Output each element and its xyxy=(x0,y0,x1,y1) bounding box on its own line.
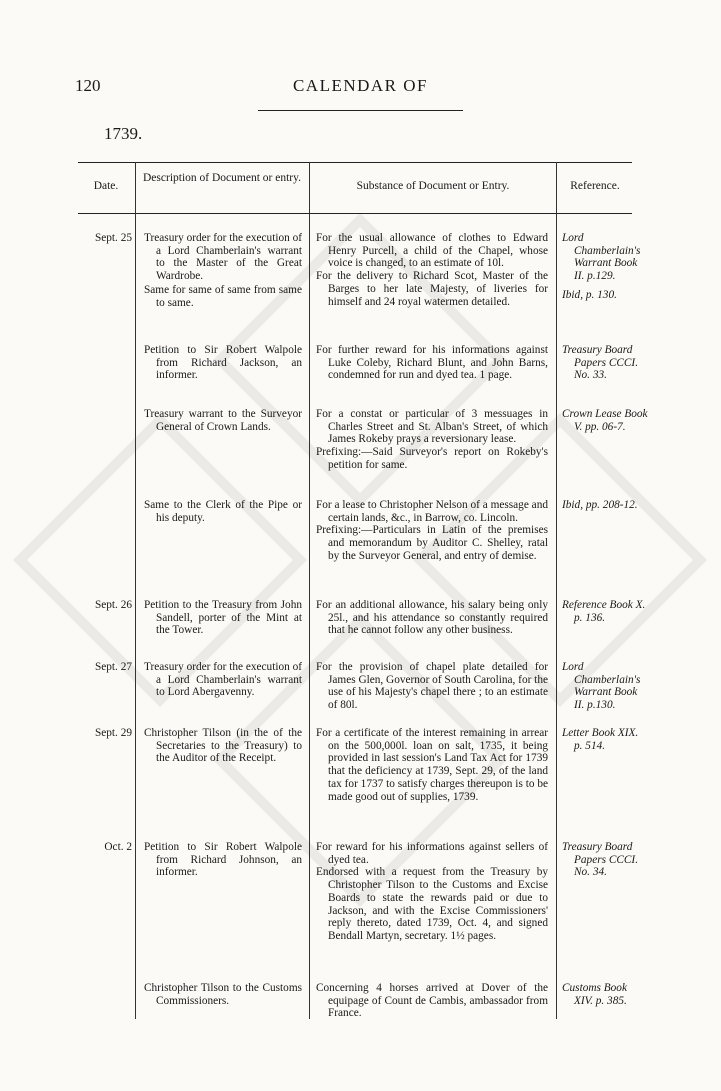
header-rule xyxy=(258,110,463,111)
date-cell: Sept. 26 xyxy=(94,599,132,611)
substance-cell xyxy=(316,599,548,637)
substance-cell-paragraph: For the delivery to Richard Scot, Master of the Barges to her late Majesty, of liveries for himself and 24 royal watermen detailed. xyxy=(316,270,548,308)
column-header-date: Date. xyxy=(93,180,119,192)
table-header-rule xyxy=(78,213,632,214)
reference-cell xyxy=(562,661,648,712)
substance-cell xyxy=(316,727,548,803)
column-divider xyxy=(556,162,557,1019)
description-cell-paragraph: Petition to Sir Robert Walpole from Richard Johnson, an informer. xyxy=(144,841,302,879)
substance-cell-paragraph: Concerning 4 horses arrived at Dover of the equipage of Count de Cambis, ambassador from France. xyxy=(316,982,548,1020)
description-cell xyxy=(144,599,302,637)
reference-cell-paragraph: Reference Book X. p. 136. xyxy=(562,599,646,624)
substance-cell-paragraph: Prefixing:—Particulars in Latin of the premises and memorandum by Auditor C. Shelley, ratal by the Surveyor General, and entry of demise. xyxy=(316,524,548,562)
reference-cell-paragraph: Lord Chamberlain's Warrant Book II. p.129. xyxy=(562,232,641,283)
reference-cell-paragraph: Treasury Board Papers CCCI. No. 33. xyxy=(562,344,639,382)
column-divider xyxy=(309,162,310,1019)
date-cell: Oct. 2 xyxy=(104,841,132,853)
reference-cell xyxy=(562,841,648,879)
description-cell xyxy=(144,344,302,382)
reference-cell-paragraph: Treasury Board Papers CCCI. No. 34. xyxy=(562,841,639,879)
reference-cell xyxy=(562,982,648,1007)
page-header xyxy=(0,76,721,100)
date-cell: Sept. 25 xyxy=(94,232,132,244)
substance-cell xyxy=(316,982,548,1020)
column-header-description: Description of Document or entry. xyxy=(143,172,301,184)
substance-cell-paragraph: For a constat or particular of 3 messuages in Charles Street and St. Alban's Street, of which James Rokeby prays a reversionary lease. xyxy=(316,408,548,446)
reference-cell-paragraph: Letter Book XIX. p. 514. xyxy=(562,727,639,752)
reference-cell-paragraph: Ibid, p. 130. xyxy=(562,288,617,301)
reference-cell-paragraph: Crown Lease Book V. pp. 06-7. xyxy=(562,408,648,433)
description-cell xyxy=(144,499,302,524)
description-cell-paragraph: Same to the Clerk of the Pipe or his deputy. xyxy=(144,499,302,524)
substance-cell-paragraph: For a lease to Christopher Nelson of a message and certain lands, &c., in Barrow, co. Lincoln. xyxy=(316,499,548,524)
substance-cell-paragraph: For reward for his informations against sellers of dyed tea. xyxy=(316,841,548,866)
reference-cell xyxy=(562,232,648,302)
running-title: CALENDAR OF xyxy=(292,76,429,95)
description-cell xyxy=(144,408,302,433)
date-cell: Sept. 27 xyxy=(94,661,132,673)
description-cell xyxy=(144,727,302,765)
description-cell-paragraph: Same for same of same from same to same. xyxy=(144,283,302,309)
column-divider xyxy=(135,162,136,1019)
description-cell-paragraph: Treasury warrant to the Surveyor General of Crown Lands. xyxy=(144,408,302,433)
table-top-rule xyxy=(78,162,632,163)
description-cell-paragraph: Treasury order for the execution of a Lord Chamberlain's warrant to the Master of the Great Wardrobe. xyxy=(144,232,303,283)
column-header-reference: Reference. xyxy=(570,180,620,192)
description-cell-paragraph: Petition to Sir Robert Walpole from Richard Jackson, an informer. xyxy=(144,344,302,382)
reference-cell xyxy=(562,727,648,752)
year-label: 1739. xyxy=(104,124,143,143)
reference-cell xyxy=(562,499,648,512)
reference-cell-paragraph: Customs Book XIV. p. 385. xyxy=(562,982,627,1007)
substance-cell-paragraph: For an additional allowance, his salary being only 25l., and his attendance so constantly required that he cannot follow any other business. xyxy=(316,599,548,637)
description-cell-paragraph: Christopher Tilson (in the of the Secretaries to the Treasury) to the Auditor of the Receipt. xyxy=(144,727,302,765)
description-cell xyxy=(144,661,302,699)
reference-cell xyxy=(562,408,648,433)
substance-cell-paragraph: For further reward for his informations against Luke Coleby, Richard Blunt, and John Barns, condemned for run and dyed tea. 1 page. xyxy=(316,344,548,382)
description-cell-paragraph: Christopher Tilson to the Customs Commissioners. xyxy=(144,982,302,1007)
description-cell-paragraph: Treasury order for the execution of a Lord Chamberlain's warrant to Lord Abergavenny. xyxy=(144,661,303,699)
description-cell-paragraph: Petition to the Treasury from John Sandell, porter of the Mint at the Tower. xyxy=(144,599,302,637)
description-cell xyxy=(144,232,302,309)
substance-cell-paragraph: Prefixing:—Said Surveyor's report on Rokeby's petition for same. xyxy=(316,446,548,471)
description-cell xyxy=(144,982,302,1007)
substance-cell-paragraph: For the usual allowance of clothes to Edward Henry Purcell, a child of the Chapel, whose voice is changed, to an estimate of 10l. xyxy=(316,232,548,270)
reference-cell xyxy=(562,344,648,382)
substance-cell-paragraph: For the provision of chapel plate detailed for James Glen, Governor of South Carolina, for the use of his Majesty's chapel there ; to an estimate of 80l. xyxy=(316,661,548,712)
reference-cell-paragraph: Ibid, pp. 208-12. xyxy=(562,499,638,511)
reference-cell-paragraph: Lord Chamberlain's Warrant Book II. p.130. xyxy=(562,661,641,712)
substance-cell xyxy=(316,232,548,308)
reference-cell xyxy=(562,599,648,624)
substance-cell-paragraph: Endorsed with a request from the Treasury by Christopher Tilson to the Customs and Excise Boards to state the rewards paid or due to Jackson, and with the Excise Commissioners' reply thereto, dated 1739, Oct. 4, and signed Bendall Martyn, secretary. 1½ pages. xyxy=(316,866,548,942)
column-header-substance: Substance of Document or Entry. xyxy=(356,180,510,192)
date-cell: Sept. 29 xyxy=(94,727,132,739)
substance-cell xyxy=(316,408,548,472)
description-cell xyxy=(144,841,302,879)
page-number: 120 xyxy=(75,76,101,95)
substance-cell xyxy=(316,841,548,943)
substance-cell xyxy=(316,661,548,712)
substance-cell-paragraph: For a certificate of the interest remaining in arrear on the 500,000l. loan on salt, 1735, it being provided in last session's Land Tax Act for 1739 that the deficiency at 1739, Sept. 29, of the land tax for 1737 to satisfy charges thereupon is to be made good out of supplies, 1739. xyxy=(316,727,548,803)
substance-cell xyxy=(316,499,548,563)
substance-cell xyxy=(316,344,548,382)
